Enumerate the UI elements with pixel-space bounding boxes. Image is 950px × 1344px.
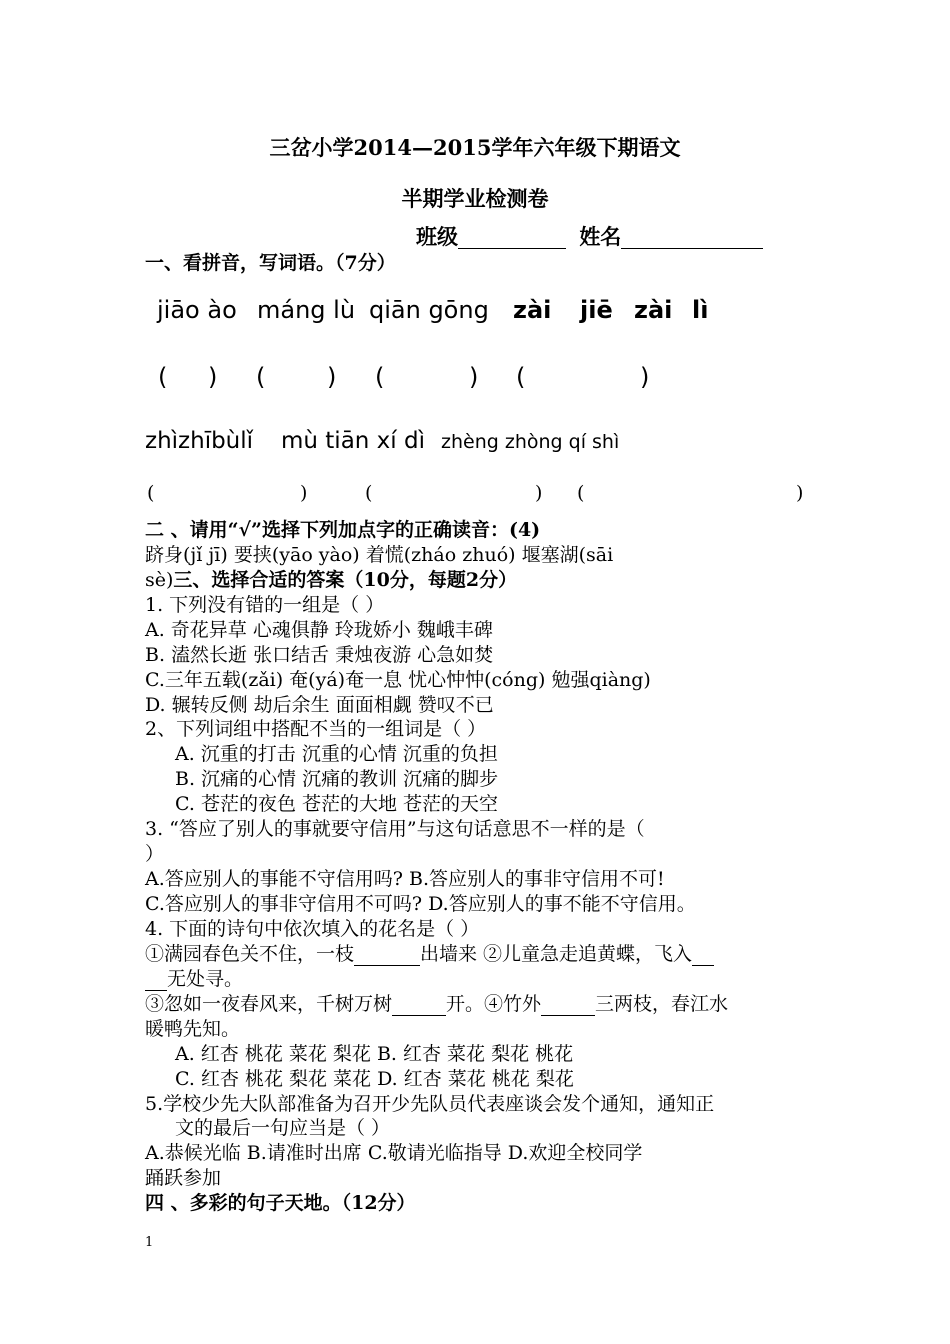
question-4-option: A. 红杏 桃花 菜花 梨花 B. 红杏 菜花 梨花 桃花 bbox=[175, 1043, 574, 1065]
pinyin-item: qiān gōng bbox=[369, 296, 489, 324]
poem-text: 三两枝，春江水 bbox=[595, 993, 729, 1015]
question-1-option: A. 奇花异草 心魂俱静 玲珑娇小 魏峨丰碑 bbox=[145, 619, 493, 641]
fill-blank bbox=[392, 997, 446, 1016]
name-blank bbox=[621, 228, 763, 249]
bracket-open: ( bbox=[375, 363, 385, 391]
section2-heading: 二 、请用“√”选择下列加点字的正确读音：(4) bbox=[145, 519, 541, 541]
pinyin-item: máng lù bbox=[257, 296, 356, 324]
bracket-close: ) bbox=[208, 363, 218, 391]
section2-line: 跻身(jǐ jī) 要挟(yāo yào) 着慌(zháo zhuó) 堰塞湖(sāi bbox=[145, 544, 614, 566]
answer-brackets-row-1 bbox=[0, 363, 950, 393]
class-name-line bbox=[416, 225, 763, 249]
bracket-close: ) bbox=[535, 482, 543, 504]
question-4-option: C. 红杏 桃花 梨花 菜花 D. 红杏 菜花 桃花 梨花 bbox=[175, 1068, 574, 1090]
question-4-poem-line: 暖鸭先知。 bbox=[145, 1018, 241, 1040]
question-5-stem-cont: 文的最后一句应当是（ ） bbox=[175, 1117, 391, 1139]
fill-blank bbox=[354, 947, 420, 966]
pinyin-row-1 bbox=[0, 296, 950, 326]
document-subtitle: 半期学业检测卷 bbox=[401, 186, 549, 211]
question-1-option: B. 溘然长逝 张口结舌 秉烛夜游 心急如焚 bbox=[145, 644, 494, 666]
question-1-option: D. 辗转反侧 劫后余生 面面相觑 赞叹不已 bbox=[145, 694, 494, 716]
question-2-stem: 2、下列词组中搭配不当的一组词是（ ） bbox=[145, 718, 487, 740]
section1-heading: 一、看拼音，写词语。（7分） bbox=[145, 252, 396, 274]
poem-text: 出墙来 ②儿童急走追黄蝶，飞入 bbox=[420, 943, 693, 965]
bracket-open: ( bbox=[147, 482, 155, 504]
bracket-close: ) bbox=[469, 363, 479, 391]
class-label: 班级 bbox=[416, 224, 458, 249]
question-2-option: B. 沉痛的心情 沉痛的教训 沉痛的脚步 bbox=[175, 768, 499, 790]
question-5-options: A.恭候光临 B.请准时出席 C.敬请光临指导 D.欢迎全校同学 bbox=[145, 1142, 643, 1164]
bracket-close: ) bbox=[796, 482, 804, 504]
question-2-option: A. 沉重的打击 沉重的心情 沉重的负担 bbox=[175, 743, 498, 765]
class-blank bbox=[458, 228, 566, 249]
bracket-close: ) bbox=[640, 363, 650, 391]
bracket-open: ( bbox=[577, 482, 585, 504]
poem-text: ③忽如一夜春风来，千树万树 bbox=[145, 993, 393, 1015]
pinyin-item: zhìzhībùlǐ bbox=[145, 428, 254, 454]
question-5-options-cont: 踊跃参加 bbox=[145, 1167, 222, 1189]
name-label: 姓名 bbox=[579, 224, 622, 249]
pinyin-item: lì bbox=[692, 296, 709, 324]
bracket-open: ( bbox=[256, 363, 266, 391]
section4-heading: 四 、多彩的句子天地。（12分） bbox=[145, 1192, 416, 1214]
question-4-stem: 4. 下面的诗句中依次填入的花名是（ ） bbox=[145, 918, 480, 940]
pinyin-row-2 bbox=[0, 428, 950, 458]
section2-section3-line bbox=[145, 568, 517, 592]
question-3-stem: 3. “答应了别人的事就要守信用”与这句话意思不一样的是（ bbox=[145, 818, 645, 840]
pinyin-item: jiē bbox=[580, 296, 613, 324]
pinyin-item: jiāo ào bbox=[157, 296, 237, 324]
pinyin-item: zài bbox=[634, 296, 673, 324]
document-title: 三岔小学2014—2015学年六年级下期语文 bbox=[269, 135, 681, 160]
bracket-open: ( bbox=[365, 482, 373, 504]
question-5-stem: 5.学校少先大队部准备为召开少先队员代表座谈会发个通知，通知正 bbox=[145, 1093, 715, 1115]
pinyin-item: zhèng zhòng qí shì bbox=[441, 431, 620, 453]
question-2-option: C. 苍茫的夜色 苍茫的大地 苍茫的天空 bbox=[175, 793, 499, 815]
poem-text: ①满园春色关不住，一枝 bbox=[145, 943, 355, 965]
fill-blank bbox=[541, 997, 595, 1016]
section3-heading: 三、选择合适的答案（10分，每题2分） bbox=[173, 569, 518, 591]
question-4-poem-line bbox=[145, 992, 728, 1016]
poem-text: 无处寻。 bbox=[167, 968, 244, 990]
bracket-close: ) bbox=[327, 363, 337, 391]
poem-text: 开。④竹外 bbox=[446, 993, 542, 1015]
bracket-open: ( bbox=[158, 363, 168, 391]
question-3-option: A.答应别人的事能不守信用吗? B.答应别人的事非守信用不可! bbox=[145, 868, 665, 890]
question-1-stem: 1. 下列没有错的一组是（ ） bbox=[145, 594, 385, 616]
question-4-poem-line bbox=[145, 967, 243, 991]
pinyin-item: zài bbox=[513, 296, 552, 324]
question-3-option: C.答应别人的事非守信用不可吗? D.答应别人的事不能不守信用。 bbox=[145, 893, 696, 915]
question-3-stem-cont: ） bbox=[145, 843, 165, 865]
question-1-option: C.三年五载(zǎi) 奄(yá)奄一息 忧心忡忡(cóng) 勉强qiàng) bbox=[145, 669, 651, 691]
page-number: 1 bbox=[145, 1235, 154, 1250]
bracket-open: ( bbox=[516, 363, 526, 391]
pinyin-item: mù tiān xí dì bbox=[281, 428, 425, 454]
fill-blank bbox=[145, 972, 167, 991]
question-4-poem-line bbox=[145, 942, 714, 966]
section2-line-end: sè) bbox=[145, 569, 174, 591]
answer-brackets-row-2 bbox=[0, 482, 950, 506]
bracket-close: ) bbox=[300, 482, 308, 504]
fill-blank bbox=[692, 947, 714, 966]
